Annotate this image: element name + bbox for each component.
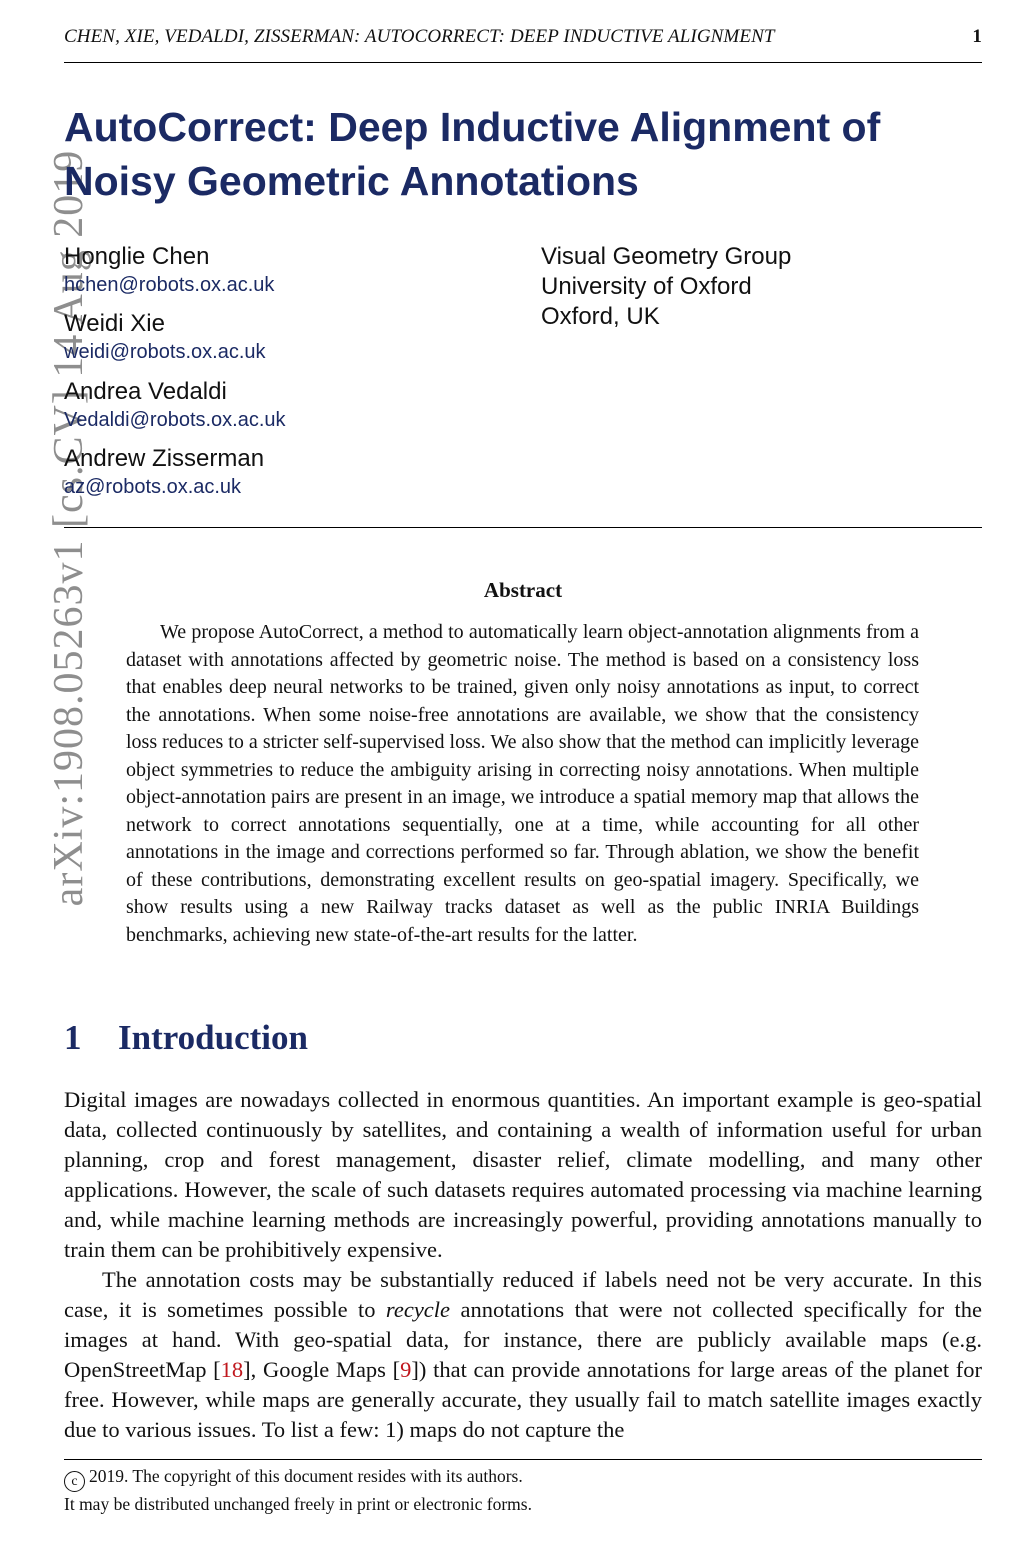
author-email-link[interactable]: hchen@robots.ox.ac.uk xyxy=(64,274,275,296)
author-email-link[interactable]: az@robots.ox.ac.uk xyxy=(64,476,242,498)
citation-link[interactable]: 18 xyxy=(220,1357,244,1382)
page-number: 1 xyxy=(972,26,982,47)
citation-link[interactable]: 9 xyxy=(400,1357,412,1382)
author-block xyxy=(64,377,286,433)
intro-text: The annotation costs may be substantially reduced if labels need not be very accurate. In this case, it is sometimes possible to xyxy=(64,1267,982,1322)
emphasis-recycle: recycle xyxy=(385,1297,451,1322)
author-name: Honglie Chen xyxy=(64,243,210,270)
running-head xyxy=(64,26,982,48)
intro-text: annotations that were not collected specifically for the images at hand. With geo-spatial data, for instance, there are publicly available maps (e.g. OpenStreetMap [ xyxy=(64,1297,983,1382)
copyright-icon: c xyxy=(64,1471,85,1492)
author-name: Weidi Xie xyxy=(64,310,165,337)
author-block xyxy=(64,242,274,298)
section-number: 1 xyxy=(64,1018,82,1057)
paper-title xyxy=(64,100,964,208)
author-block xyxy=(64,309,266,365)
title-line-1: AutoCorrect: Deep Inductive Alignment of xyxy=(64,104,881,150)
affiliation-line: University of Oxford xyxy=(541,273,752,300)
author-block xyxy=(64,444,264,500)
copyright-footer xyxy=(64,1464,982,1516)
affiliation xyxy=(541,242,791,332)
running-head-text: CHEN, XIE, VEDALDI, ZISSERMAN: AUTOCORRECT: DEEP INDUCTIVE ALIGNMENT xyxy=(64,26,775,47)
arxiv-stamp-text: arXiv:1908.05263v1 [cs.CV] 14 Aug 2019 xyxy=(46,149,92,907)
author-name: Andrew Zisserman xyxy=(64,445,265,472)
abstract-text: We propose AutoCorrect, a method to automatically learn object-annotation alignments from a dataset with annotations affected by geometric noise. The method is based on a consistency loss that enables deep neural networks to be trained, given only noisy annotations as input, to correct the annotations. When some noise-free annotations are available, we show that the consistency loss reduces to a stricter self-supervised loss. We also show that the method can implicitly leverage object symmetries to reduce the ambiguity arising in correcting noisy annotations. When multiple object-annotation pairs are present in an image, we introduce a spatial memory map that allows the network to correct annotations sequentially, one at a time, while accounting for all other annotations in the image and corrections performed so far. Through ablation, we show the benefit of these contributions, demonstrating excellent results on geo-spatial imagery. Specifically, we show results using a new Railway tracks dataset as well as the public INRIA Buildings benchmarks, achieving new state-of-the-art results for the latter. xyxy=(126,621,919,946)
footer-line-1 xyxy=(64,1464,982,1492)
section-heading xyxy=(64,1018,308,1058)
intro-text: ]) that can provide annotations for large areas of the planet for free. However, while maps are generally accurate, they usually fail to match satellite images exactly due to various issues. To list a few: 1) maps do not capture the xyxy=(64,1357,983,1442)
intro-paragraph-1: Digital images are nowadays collected in enormous quantities. An important example is geo-spatial data, collected continuously by satellites, and containing a wealth of information useful for urban planning, crop and forest management, disaster relief, climate modelling, and many other applications. However, the scale of such datasets requires automated processing via machine learning and, while machine learning methods are increasingly powerful, providing annotations manually to train them can be prohibitively expensive. xyxy=(64,1087,982,1262)
author-email-link[interactable]: weidi@robots.ox.ac.uk xyxy=(64,341,266,363)
intro-paragraph-2 xyxy=(64,1265,982,1445)
footer-rule xyxy=(64,1459,982,1460)
intro-text: ], Google Maps [ xyxy=(243,1357,401,1382)
footer-text: 2019. The copyright of this document resides with its authors. xyxy=(89,1466,523,1486)
introduction-body xyxy=(64,1085,982,1445)
affiliation-line: Oxford, UK xyxy=(541,303,660,330)
title-line-2: Noisy Geometric Annotations xyxy=(64,158,639,204)
header-rule xyxy=(64,62,982,63)
section-title: Introduction xyxy=(118,1018,308,1057)
affiliation-line: Visual Geometry Group xyxy=(541,243,792,270)
author-name: Andrea Vedaldi xyxy=(64,378,227,405)
author-email-link[interactable]: Vedaldi@robots.ox.ac.uk xyxy=(64,409,286,431)
authors-rule xyxy=(64,527,982,528)
abstract-heading: Abstract xyxy=(483,578,563,602)
footer-line-2: It may be distributed unchanged freely in print or electronic forms. xyxy=(64,1494,532,1514)
